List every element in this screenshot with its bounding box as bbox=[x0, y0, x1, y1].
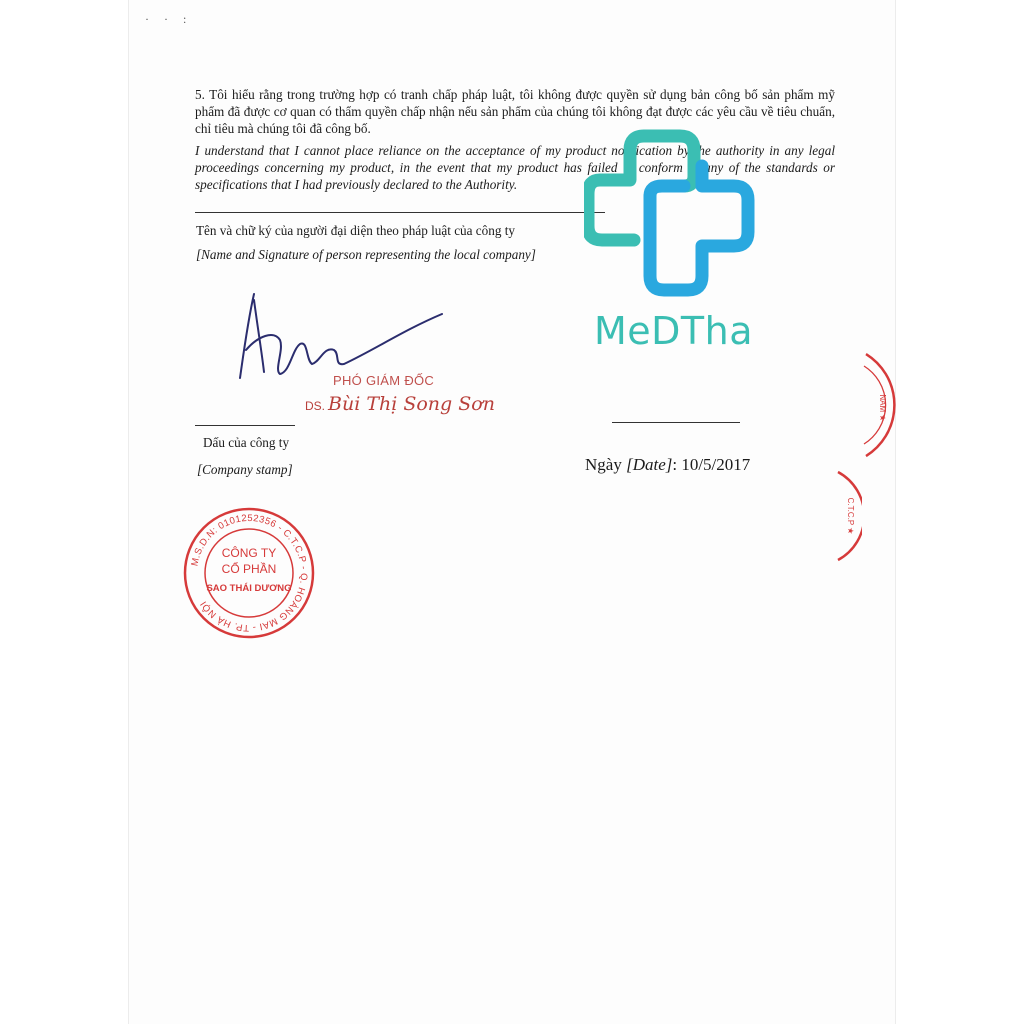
date-prefix: Ngày bbox=[585, 455, 622, 474]
signatory-name bbox=[305, 393, 495, 415]
scan-specks: · · : bbox=[145, 12, 193, 26]
stamp-rule bbox=[195, 425, 295, 426]
signatory-name-text: Bùi Thị Song Sơn bbox=[328, 393, 495, 415]
stamp-outer-text: M.S.D.N: 0101252356 - C.T.C.P - Q. HOÀNG MAI - TP. HÀ NỘI bbox=[189, 512, 310, 634]
edge-stamp-lower-text: C.T.C.P ★ bbox=[846, 497, 855, 535]
stamp-line-2: CỔ PHẦN bbox=[221, 562, 277, 576]
stamp-label-en: [Company stamp] bbox=[197, 462, 293, 477]
date-line bbox=[585, 455, 750, 475]
edge-stamp-upper-text: NAM ★ bbox=[878, 394, 887, 422]
date-rule bbox=[612, 422, 740, 423]
stamp-label-vn: Dấu của công ty bbox=[203, 435, 290, 450]
medtha-logo-icon bbox=[584, 126, 756, 298]
signatory-prefix: DS. bbox=[305, 399, 326, 413]
stamp-line-1: CÔNG TY bbox=[221, 546, 277, 560]
handwritten-signature bbox=[234, 290, 449, 385]
clause-5-english: I understand that I cannot place reliance on the acceptance of my product notification by the authority in any legal proceedings concerning my product, in the event that my product has failed to conform to any of the standards or specifications that I had previously declared to the Authority. bbox=[195, 143, 835, 192]
medtha-watermark-text: MeDTha bbox=[594, 309, 754, 353]
edge-stamp-fragment-upper bbox=[862, 352, 896, 458]
date-label-en: [Date] bbox=[626, 455, 673, 474]
stamp-line-3: SAO THÁI DƯƠNG bbox=[206, 583, 292, 594]
signature-label-en: [Name and Signature of person representing the local company] bbox=[196, 247, 536, 262]
company-stamp bbox=[181, 505, 317, 641]
signature-label-vn: Tên và chữ ký của người đại diện theo pháp luật của công ty bbox=[196, 223, 515, 238]
edge-stamp-fragment-lower bbox=[836, 470, 862, 562]
date-value: : 10/5/2017 bbox=[672, 455, 751, 474]
signatory-title: PHÓ GIÁM ĐỐC bbox=[333, 373, 435, 388]
signature-rule bbox=[195, 212, 605, 213]
clause-5-vietnamese: 5. Tôi hiểu rằng trong trường hợp có tranh chấp pháp luật, tôi không được quyền sử dụng bản công bố sản phẩm mỹ phẩm đã được cơ quan có thẩm quyền chấp nhận nếu sản phẩm của chúng tôi không đạt được các yêu cầu về tiêu chuẩn, chỉ tiêu mà chúng tôi đã công bố. bbox=[195, 87, 835, 136]
